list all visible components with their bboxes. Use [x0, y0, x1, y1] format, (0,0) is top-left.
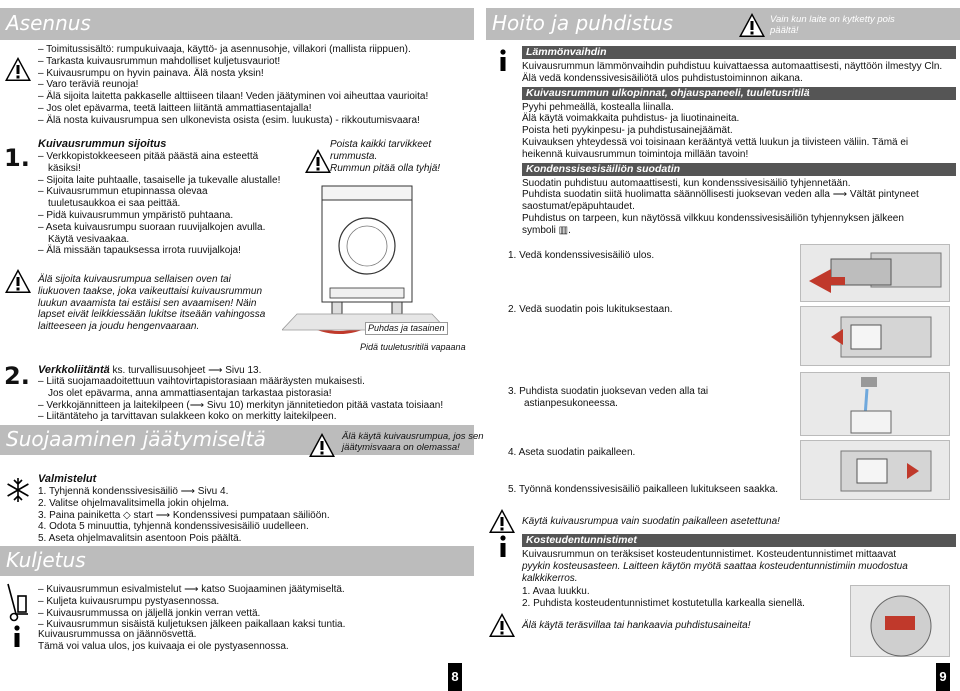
warning-icon [308, 432, 336, 458]
step-2-illustration [800, 306, 950, 366]
warning-icon [488, 612, 516, 638]
hand-truck-icon [4, 582, 30, 622]
list-item: – Jos olet epävarma, teetä laitteen liitäntä ammattiasentajalla! [38, 103, 428, 115]
snowflake-icon [4, 476, 32, 504]
list-item: – Liitäntäteho ja tarvittavan sulakkeen koko on merkitty laitekilpeen. [38, 411, 443, 423]
list-item: 4. Odota 5 minuuttia, tyhjennä kondenssivesisäiliö uudelleen. [38, 521, 309, 533]
page-number: 8 [448, 663, 462, 691]
page-number: 9 [936, 663, 950, 691]
asennus-title-bar [0, 8, 474, 40]
list-item: käsiksi! [48, 162, 81, 174]
list-item: 2. Valitse ohjelmavalitsimella jokin ohjelma. [38, 497, 230, 509]
list-item: – Toimitussisältö: rumpukuivaaja, käyttö- ja asennusohje, villakori (mallista riippuen). [38, 44, 428, 56]
list-item: Jos olet epävarma, anna ammattiasentajan tarkastaa pistorasia! [48, 387, 332, 399]
list-item: – Kuivausrummun sisäistä kuljetuksen jälkeen paikallaan kaksi tuntia. [38, 619, 345, 631]
list-item: tuuletusaukkoa ei saa peittää. [48, 198, 181, 210]
kosteus-title: Kosteudentunnistimet [522, 534, 956, 547]
step-4: 4. Aseta suodatin paikalleen. [508, 447, 636, 458]
list-item: – Aseta kuivausrumpu suoraan ruuvijalkojen avulla. [38, 221, 266, 233]
valmistelut-steps [38, 486, 330, 545]
list-item: – Liitä suojamaadoitettuun vaihtovirtapistorasiaan määräysten mukaisesti. [38, 376, 443, 388]
list-item: – Kuljeta kuivausrumpu pystyasennossa. [38, 596, 345, 608]
list-item: – Kuivausrumpu on hyvin painava. Älä nosta yksin! [38, 68, 428, 80]
hoito-warning: Vain kun laite on kytketty pois päältä! [770, 14, 895, 37]
step-1-illustration [800, 244, 950, 302]
list-item: – Kuivausrummun esivalmistelut ⟶ katso Suojaaminen jäätymiseltä. [38, 584, 345, 596]
kuljetus-info: Kuivausrummussa on jäännösvettä. Tämä voi valua ulos, jos kuivaaja ei ole pystyasennossa. [38, 629, 289, 652]
step-2: 2. Vedä suodatin pois lukituksestaan. [508, 304, 673, 315]
suojaaminen-title: Suojaaminen jäätymiseltä [6, 427, 266, 452]
sensor-warning: Älä käytä teräsvillaa tai hankaavia puhdistusaineita! [522, 620, 751, 631]
list-item: – Kuivausrummussa on jäljellä jonkin verran vettä. [38, 608, 345, 620]
list-item: – Älä nosta kuivausrumpua sen ulkonevista osista (esim. luukusta) - rikkoutumisvaara! [38, 115, 428, 127]
warning-icon [488, 508, 516, 534]
list-item: – Varo teräviä reunoja! [38, 79, 428, 91]
sijoitus-title: Kuivausrummun sijoitus [38, 138, 167, 150]
list-item: – Kuivausrummun etupinnassa olevaa [38, 186, 208, 198]
list-item: – Verkkojännitteen ja laitekilpeen (⟶ Sivu 10) merkityn jännitetiedon pitää vastata toisiaan! [38, 400, 443, 412]
info-icon [494, 534, 512, 558]
list-item: – Pidä kuivausrummun ympäristö puhtaana. [38, 209, 234, 221]
warning-icon [304, 148, 332, 174]
list-item: Käytä vesivaakaa. [48, 233, 130, 245]
list-item: – Älä sijoita laitetta pakkaselle alttiiseen tilaan! Veden jäätyminen voi aiheuttaa vaurioita! [38, 91, 428, 103]
step-5: 5. Työnnä kondenssivesisäiliö paikalleen lukitukseen saakka. [508, 484, 778, 495]
suodatin-title: Kondenssisesisäiliön suodatin [522, 163, 956, 176]
list-item: – Tarkasta kuivausrummun mahdolliset kuljetusvauriot! [38, 56, 428, 68]
list-item: 3. Paina painiketta ◇ start ⟶ Kondenssivesi pumpataan säiliöön. [38, 509, 330, 521]
kosteus-block: Kosteudentunnistimet Kuivausrummun on teräksiset kosteudentunnistimet. Kosteudentunnistimet mittaavat pyykin kosteusasteen. Laitteen käytön myötä saattaa kosteudentunnistimiin muodostua kalkkikerros. 1. Avaa luukku. 2. Puhdista kosteudentunnistimet kostutetulla karkealla sienellä. [522, 534, 956, 610]
sijoitus-warning: Älä sijoita kuivausrumpua sellaisen oven tai liukuoven taakse, joka vaikeuttaisi kuivausrummun luukun avaamista tai estäisi sen avaamisen! Näin lapset eivät leikkiessään lukitse itseään vahingossa laitteeseen ja joudu hengenvaaraan. [38, 274, 266, 333]
asennus-title: Asennus [6, 11, 91, 36]
caption-vent-free: Pidä tuuletusritilä vapaana [360, 342, 466, 352]
hoito-title: Hoito ja puhdistus [492, 11, 674, 36]
warning-icon [738, 12, 766, 38]
info-icon [494, 48, 512, 72]
lammon-block: Lämmönvaihdin Kuivausrummun lämmönvaihdin puhdistuu kuivattaessa automaattisesti, näyttöön ilmestyy Cln. Älä vedä kondenssivesisäiliötä ulos puhdistustoiminnon aikana. Kuivausrummun ulkopinnat, ohjauspaneeli, tuuletusritilä Pyyhi pehmeällä, kostealla liinalla. Älä käytä voimakkaita puhdistus- ja liuotinaineita. Poista heti pyykinpesu- ja puhdistusainejäämät. Kuivauksen yhteydessä voi toisinaan kerääntyä vettä luukun ja tiivisteen väliin. Tämä ei heikennä kuivausrummun toimintoja millään tavoin! Kondenssisesisäiliön suodatin Suodatin puhdistuu automaattisesti, kun kondenssivesisäiliö tyhjennetään. Puhdista suodatin siitä huolimatta säännöllisesti juoksevan veden alla ⟶ Vältät pintyneet saostumat/epäpuhtaudet. Puhdistus on tarpeen, kun näytössä vilkkuu kondenssivesisäiliön tyhjennyksen jälkeen symboli ▥. [522, 46, 956, 237]
kuljetus-title-bar [0, 546, 474, 576]
suojaaminen-warning: Älä käytä kuivausrumpua, jos sen jäätymisvaara on olemassa! [342, 431, 484, 454]
warning-icon [4, 56, 32, 82]
list-item: – Sijoita laite puhtaalle, tasaiselle ja tukevalle alustalle! [38, 174, 281, 186]
sensor-illustration [850, 585, 950, 657]
caption-clean-level: Puhdas ja tasainen [365, 322, 448, 335]
step-3-illustration [800, 372, 950, 436]
list-item: – Verkkopistokkeeseen pitää päästä aina esteettä [38, 151, 259, 162]
asennus-list [38, 44, 428, 127]
step-number: 1. [4, 144, 30, 172]
sijoitus-note: Poista kaikki tarvikkeet rummusta. Rummun pitää olla tyhjä! [330, 139, 441, 174]
warning-icon [4, 268, 32, 294]
kuljetus-title: Kuljetus [6, 548, 86, 573]
step-4-illustration [800, 440, 950, 500]
info-icon [8, 624, 26, 648]
lammon-title: Lämmönvaihdin [522, 46, 956, 59]
step-1: 1. Vedä kondenssivesisäiliö ulos. [508, 250, 655, 261]
sijoitus-list [38, 151, 280, 257]
verkko-list [38, 376, 443, 423]
step-3: 3. Puhdista suodatin juoksevan veden alla tai astianpesukoneessa. [508, 386, 709, 409]
filter-warning: Käytä kuivausrumpua vain suodatin paikalleen asetettuna! [522, 516, 780, 527]
ulko-title: Kuivausrummun ulkopinnat, ohjauspaneeli, tuuletusritilä [522, 87, 956, 100]
kuljetus-list [38, 584, 345, 631]
list-item: – Älä missään tapauksessa irrota ruuvijalkoja! [38, 245, 241, 257]
list-item: 5. Aseta ohjelmavalitsin asentoon Pois päältä. [38, 533, 242, 545]
verkko-heading: Verkkoliitäntä ks. turvallisuusohjeet ⟶ Sivu 13. [38, 364, 262, 376]
valmistelut-title: Valmistelut [38, 473, 97, 485]
step-number: 2. [4, 362, 30, 390]
list-item: 1. Tyhjennä kondenssivesisäiliö ⟶ Sivu 4. [38, 486, 229, 497]
